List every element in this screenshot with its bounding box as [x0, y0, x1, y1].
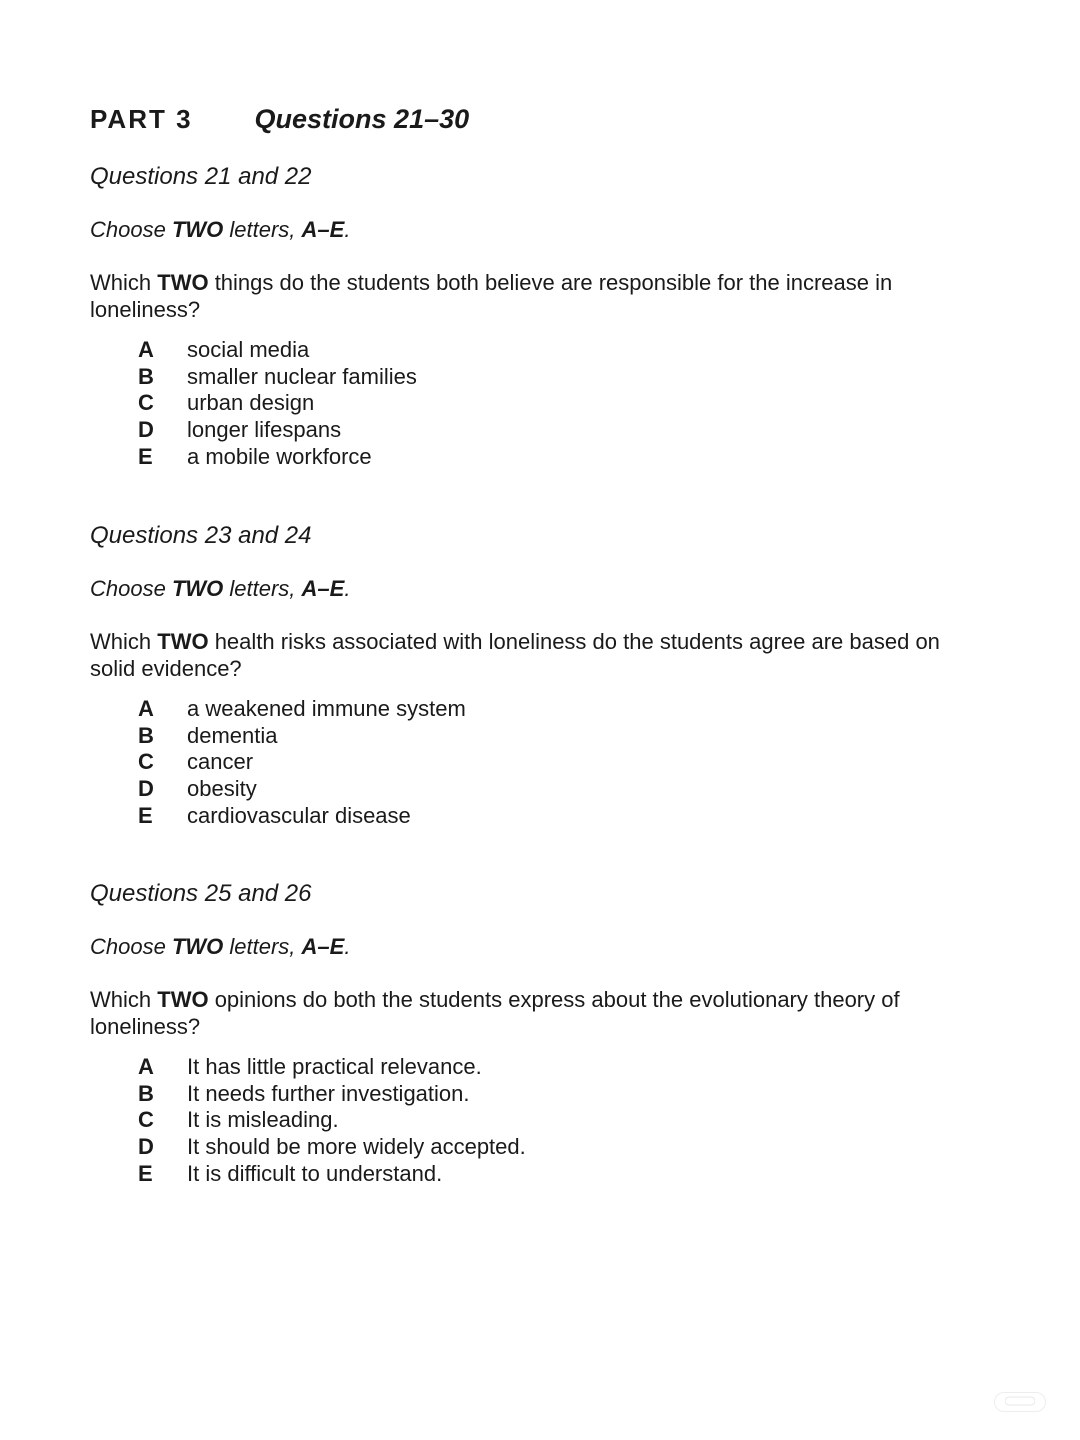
option-letter: E — [138, 443, 153, 469]
option-a[interactable] — [138, 696, 466, 723]
option-text: obesity — [187, 776, 257, 802]
option-letter: A — [138, 1054, 154, 1080]
question-text: Which TWO health risks associated with loneliness do the students agree are based on solid evidence? — [90, 629, 940, 681]
option-d[interactable] — [138, 776, 466, 803]
option-letter: E — [138, 802, 153, 828]
option-e[interactable] — [138, 802, 466, 829]
option-b[interactable] — [138, 723, 466, 750]
option-text: dementia — [187, 722, 278, 748]
instruction: Choose TWO letters, A–E. — [90, 934, 351, 959]
instruction: Choose TWO letters, A–E. — [90, 576, 351, 601]
option-letter: B — [138, 1080, 154, 1106]
section-title: Questions 23 and 24 — [90, 522, 312, 549]
instruction: Choose TWO letters, A–E. — [90, 217, 351, 242]
option-c[interactable] — [138, 1107, 526, 1134]
watermark-logo — [994, 1392, 1046, 1412]
option-text: It is difficult to understand. — [187, 1160, 443, 1186]
option-text: smaller nuclear families — [187, 363, 417, 389]
option-text: It is misleading. — [187, 1107, 339, 1133]
option-letter: B — [138, 363, 154, 389]
option-text: It has little practical relevance. — [187, 1054, 482, 1080]
option-text: It should be more widely accepted. — [187, 1134, 526, 1160]
option-e[interactable] — [138, 1160, 526, 1187]
option-c[interactable] — [138, 749, 466, 776]
option-letter: B — [138, 722, 154, 748]
option-text: urban design — [187, 390, 315, 416]
options-list — [138, 1054, 526, 1187]
option-letter: C — [138, 1107, 154, 1133]
page-header — [90, 104, 469, 144]
logo-icon — [1005, 1396, 1035, 1406]
option-text: longer lifespans — [187, 417, 342, 443]
question-text: Which TWO opinions do both the students express about the evolutionary theory of loneliness? — [90, 987, 900, 1039]
option-c[interactable] — [138, 390, 417, 417]
option-letter: A — [138, 337, 154, 363]
option-letter: D — [138, 417, 154, 443]
watermark — [994, 1392, 1046, 1418]
section-title: Questions 21 and 22 — [90, 163, 312, 190]
option-text: It needs further investigation. — [187, 1080, 470, 1106]
option-letter: C — [138, 390, 154, 416]
option-letter: C — [138, 749, 154, 775]
option-a[interactable] — [138, 1054, 526, 1081]
option-e[interactable] — [138, 443, 417, 470]
option-text: a weakened immune system — [187, 696, 466, 722]
option-text: social media — [187, 337, 310, 363]
option-text: a mobile workforce — [187, 443, 372, 469]
question-text: Which TWO things do the students both believe are responsible for the increase in loneliness? — [90, 270, 893, 322]
option-letter: E — [138, 1160, 153, 1186]
section-title: Questions 25 and 26 — [90, 880, 312, 907]
part-label: PART 3 — [90, 104, 193, 134]
questions-range-title: Questions 21–30 — [254, 104, 470, 134]
option-d[interactable] — [138, 417, 417, 444]
option-b[interactable] — [138, 1081, 526, 1108]
option-letter: A — [138, 696, 154, 722]
option-a[interactable] — [138, 337, 417, 364]
option-text: cardiovascular disease — [187, 802, 411, 828]
option-d[interactable] — [138, 1134, 526, 1161]
option-b[interactable] — [138, 364, 417, 391]
options-list — [138, 337, 417, 470]
option-text: cancer — [187, 749, 254, 775]
option-letter: D — [138, 776, 154, 802]
option-letter: D — [138, 1134, 154, 1160]
options-list — [138, 696, 466, 829]
